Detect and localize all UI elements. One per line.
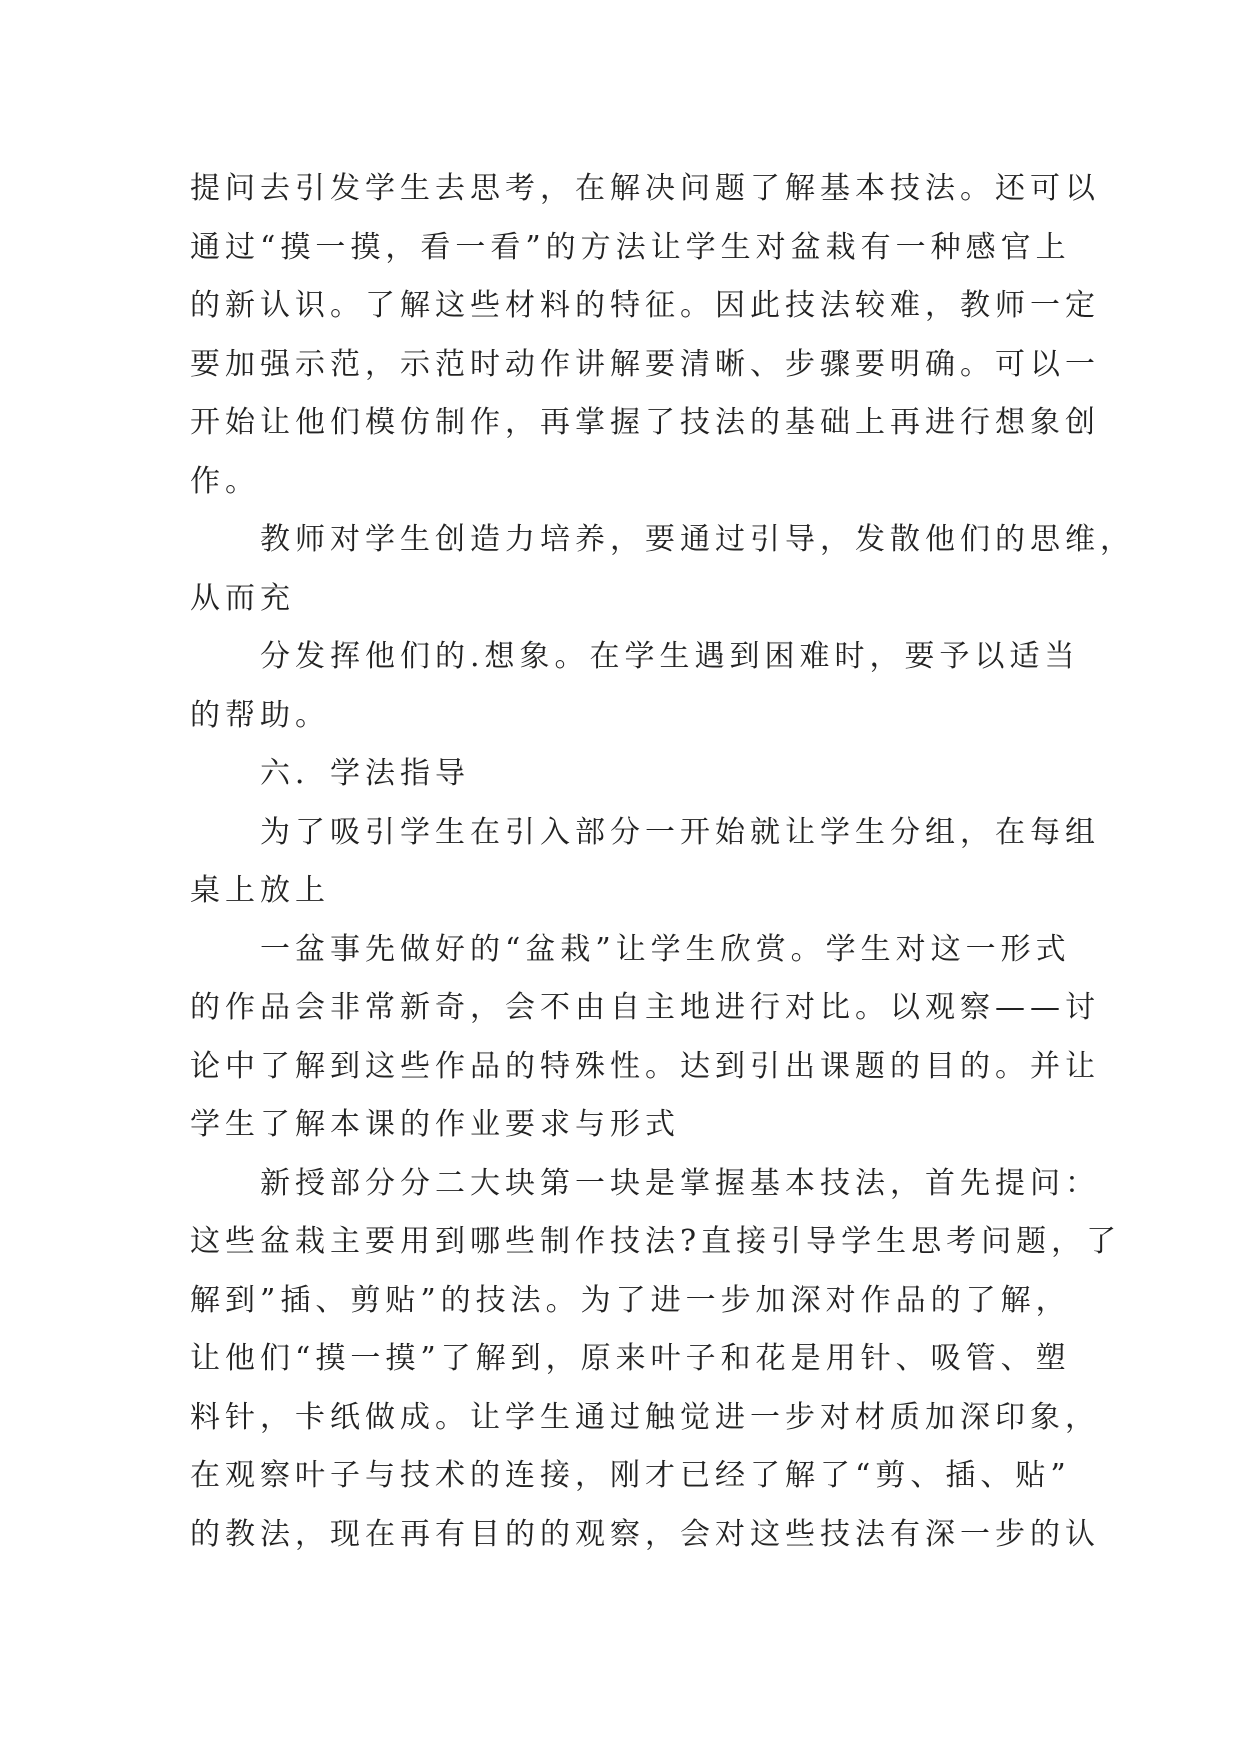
text-line: 的作品会非常新奇，会不由自主地进行对比。以观察——讨: [190, 990, 1100, 1025]
text-line: 提问去引发学生去思考，在解决问题了解基本技法。还可以: [190, 171, 1100, 206]
text-line: 新授部分分二大块第一块是掌握基本技法，首先提问：: [260, 1165, 1100, 1201]
text-line: 为了吸引学生在引入部分一开始就让学生分组，在每组: [260, 814, 1100, 850]
text-line: 论中了解到这些作品的特殊性。达到引出课题的目的。并让: [190, 1048, 1100, 1084]
text-line: 这些盆栽主要用到哪些制作技法?直接引导学生思考问题，了: [190, 1224, 1122, 1259]
text-line: 料针，卡纸做成。让学生通过触觉进一步对材质加深印象，: [190, 1399, 1100, 1435]
text-line: 分发挥他们的.想象。在学生遇到困难时，要予以适当: [260, 639, 1080, 674]
text-line: 作。: [190, 463, 260, 499]
text-line: 让他们“摸一摸”了解到，原来叶子和花是用针、吸管、塑: [190, 1341, 1071, 1376]
text-line: 解到”插、剪贴”的技法。为了进一步加深对作品的了解，: [190, 1282, 1071, 1318]
body-text: [190, 160, 1135, 1564]
text-line: 的帮助。: [190, 697, 330, 733]
text-line: 一盆事先做好的“盆栽”让学生欣赏。学生对这一形式: [260, 931, 1071, 967]
text-line: 的教法，现在再有目的的观察，会对这些技法有深一步的认: [190, 1516, 1100, 1552]
text-line: 在观察叶子与技术的连接，刚才已经了解了“剪、插、贴”: [190, 1458, 1071, 1493]
text-line: 要加强示范，示范时动作讲解要清晰、步骤要明确。可以一: [190, 346, 1100, 382]
text-line: 的新认识。了解这些材料的特征。因此技法较难，教师一定: [190, 288, 1100, 323]
section-heading: 六．学法指导: [260, 756, 470, 791]
text-line: 通过“摸一摸，看一看”的方法让学生对盆栽有一种感官上: [190, 229, 1071, 265]
text-line: 教师对学生创造力培养，要通过引导，发散他们的思维，: [260, 522, 1135, 557]
text-line: 学生了解本课的作业要求与形式: [190, 1107, 680, 1142]
text-line: 开始让他们模仿制作，再掌握了技法的基础上再进行想象创: [190, 405, 1100, 440]
text-line: 从而充: [190, 580, 295, 616]
text-line: 桌上放上: [190, 873, 330, 908]
